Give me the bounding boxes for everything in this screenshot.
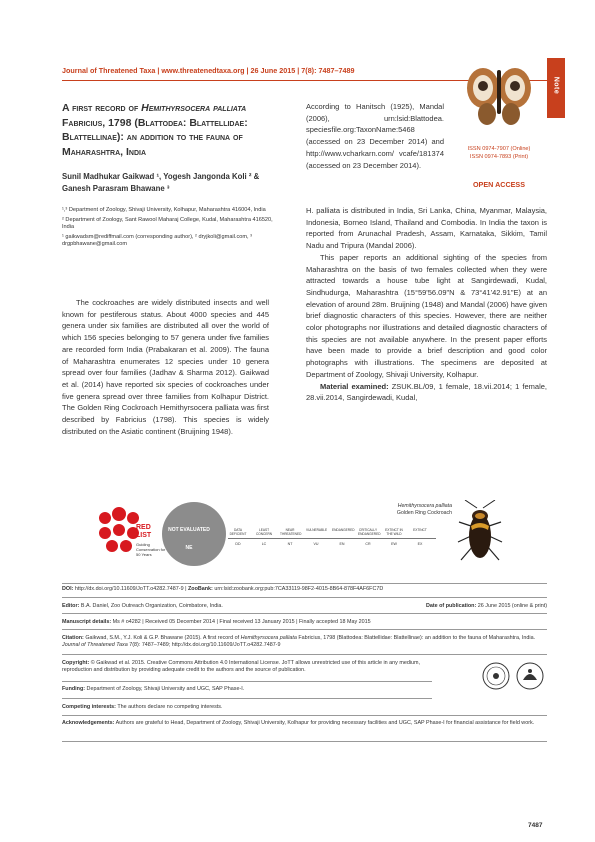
citation-part-2: Fabricius, 1798 (Blattodea: Blattellidae: Blattellinae): an addition to the fauna of Maharashtra, India. (296, 635, 536, 641)
figure-common-name: Golden Ring Cockroach (396, 509, 452, 516)
meta-rule-6 (62, 681, 432, 682)
redlist-caption: Guiding Conservation for 50 Years (136, 542, 166, 557)
distribution-paragraph: H. palliata is distributed in India, Sri Lanka, China, Myanmar, Malaysia, Indonesia, Borneo Island, Thailand and Combodia. In India the taxon is reported from Arunachal Pradesh, Assam, Karnataka, Sikkim, Tamil Nadu and Tripura (Mandal 2006). (306, 206, 547, 251)
editor-label: Editor: (62, 603, 80, 609)
doi-label: DOI: (62, 586, 74, 592)
figure-species: Hemithyrsocera palliata (397, 503, 452, 509)
meta-rule-3 (62, 613, 547, 614)
body-column-2 (306, 205, 547, 404)
citation-species: Hemithyrsocera palliata (240, 635, 297, 641)
title-part-1: A first record of (62, 102, 142, 114)
citation-part-3: 7(8): 7487–7489; http://dx.doi.org/10.11609/JoTT.o4282.7487-9 (127, 642, 281, 649)
author-list: Sunil Madhukar Gaikwad ¹, Yogesh Jangonda Koli ² & Ganesh Parasram Bhawane ³ (62, 172, 260, 193)
page-number: 7487 (528, 822, 543, 829)
category-lc-abbr: LC (261, 542, 267, 546)
competing-label: Competing interests: (62, 704, 116, 710)
category-ew: EXTINCT IN THE WILD (385, 528, 403, 536)
meta-rule-9 (62, 741, 547, 742)
material-paragraph (306, 381, 547, 404)
butterfly-logo-icon (467, 68, 531, 125)
redlist-word-list: LIST (136, 532, 152, 539)
citation-journal: Journal of Threatened Taxa (62, 642, 128, 649)
funding-value: Department of Zoology, Shivaji University and UGC, SAP Phase-I. (85, 686, 245, 692)
category-cr: CRITICALLY ENDANGERED (358, 528, 381, 536)
figure-caption (340, 503, 452, 516)
affiliation-1: ¹,³ Department of Zoology, Shivaji University, Kolhapur, Maharashtra 416004, India (62, 207, 266, 213)
editor-line (62, 603, 362, 610)
funding-line (62, 686, 432, 693)
category-dd-abbr: DD (235, 542, 241, 546)
competing-line (62, 704, 432, 711)
citation-label: Citation: (62, 635, 84, 641)
copyright-value: © Gaikwad et al. 2015. Creative Commons Attribution 4.0 International License. JoTT allows unrestricted use of this article in any medium, reproduction and distribution by providing adequate credit to the authors and the source of publication. (62, 660, 421, 674)
zoo-outreach-seal (482, 662, 510, 690)
ack-label: Acknowledgements: (62, 720, 115, 726)
redlist-category-scale (228, 528, 436, 550)
category-ex-abbr: EX (417, 542, 423, 546)
meta-rule-7 (62, 698, 432, 699)
editor-value: B.A. Daniel, Zoo Outreach Organization, Coimbatore, India. (79, 603, 223, 609)
manuscript-line (62, 619, 547, 626)
category-nt: NEAR THREATENED (280, 528, 302, 536)
category-lc: LEAST CONCERN (255, 528, 273, 536)
doi-line: DOI: http://dx.doi.org/10.11609/JoTT.o4282.7487-9 | ZooBank: urn:lsid:zoobank.org:pub:7CA33119-98F2-4015-8B64-878F4AF6FC7D (62, 586, 384, 592)
title-species: Hemithyrsocera palliata (141, 102, 247, 114)
zoobank-label: ZooBank: (187, 586, 213, 592)
category-dd: DATA DEFICIENT (229, 528, 247, 536)
copyright-label: Copyright: (62, 660, 90, 666)
category-ex: EXTINCT (413, 528, 427, 532)
pubdate-label: Date of publication: (425, 603, 477, 609)
zoobank-id: urn:lsid:zoobank.org:pub:7CA33119-98F2-4015-8B64-878F4AF6FC7D (212, 586, 384, 592)
title-part-2: Fabricius, 1798 (Blattodea: Blattellidae: Blattellinae): an addition to the fauna of Maharashtra, India (62, 116, 248, 158)
journal-logo (450, 60, 548, 140)
category-vu-abbr: VU (313, 542, 319, 546)
funding-label: Funding: (62, 686, 86, 692)
category-ew-abbr: EW (391, 542, 397, 546)
manuscript-value: Ms # o4282 | Received 05 December 2014 | Final received 13 January 2015 | Finally accepted 18 May 2015 (111, 619, 371, 625)
status-label: NOT EVALUATED (168, 527, 210, 533)
material-label: Material examined: (320, 381, 389, 391)
meta-rule-8 (62, 715, 547, 716)
status-circle (160, 500, 228, 568)
pubdate-value: 26 June 2015 (online & print) (476, 603, 547, 609)
category-nt-abbr: NT (287, 542, 293, 546)
category-vu: VULNERABLE (306, 528, 328, 532)
article-title (62, 101, 267, 159)
ack-value: Authors are grateful to Head, Department of Zoology, Shivaji University, Kolhapur for providing necessary facilities and UGC, SAP Phase-I for financial assistance for field work. (114, 720, 535, 726)
meta-rule-top (62, 583, 547, 584)
meta-rule-2 (62, 597, 547, 598)
material-text: ZSUK.BL/09, 1 female, 18.vii.2014; 1 female, 28.vii.2014, Sangirdewadi, Kudal, (306, 381, 547, 403)
copyright-block (62, 660, 432, 675)
university-seal (516, 662, 544, 690)
citation-part-1: Gaikwad, S.M., Y.J. Koli & G.P. Bhawane (2015). A first record of (83, 635, 241, 641)
body-column-1 (62, 297, 269, 437)
category-en-abbr: EN (339, 542, 345, 546)
issn-print: ISSN 0974-7893 (Print) (469, 154, 529, 160)
cockroach-image (455, 500, 505, 560)
category-cr-abbr: CR (365, 542, 371, 546)
citation-block (62, 635, 547, 650)
manuscript-label: Manuscript details: (62, 619, 112, 625)
competing-value: The authors declare no competing interests. (115, 704, 223, 710)
acknowledgements-block (62, 720, 547, 727)
affiliations (62, 207, 277, 251)
issn-block (450, 145, 548, 161)
doi-link[interactable]: http://dx.doi.org/10.11609/JoTT.o4282.7487-9 (73, 586, 184, 592)
author-emails: ¹ gaikwadsm@rediffmail.com (corresponding author), ² dryjkoli@gmail.com, ³ drgpbhawane@gmail.com (62, 233, 253, 247)
report-paragraph: This paper reports an additional sighting of the species from Maharashtra on the basis of two females collected when they were attracted towards a house tube light at Sangirdewadi, Kudal, Sindhudurga, Maharashtra (15°59'56.09"N & 73°41'42.91"E) at an elevation of around 28m. Bruijning (1948) and Mandal (2006) have given brief diagnostic characters of this species. However, there are neither color photographs nor illustrations and detailed diagnostic characters of this species are not available anywhere. In the present paper efforts have been made to provide a brief description and good color photographs with illustrations. The specimens are deposited at Department of Zoology, Shivaji University, Kolhapur. (306, 252, 547, 379)
scale-line (228, 538, 436, 539)
category-en: ENDANGERED (332, 528, 355, 532)
zoo-seal-icon (482, 662, 510, 690)
note-side-label: Note (552, 76, 560, 95)
redlist-dots-icon (99, 507, 139, 552)
journal-header: Journal of Threatened Taxa | www.threatenedtaxa.org | 26 June 2015 | 7(8): 7487–7489 (62, 66, 355, 75)
status-abbr: NE (185, 545, 193, 551)
university-seal-icon (516, 662, 544, 690)
body-column-2-top (306, 101, 444, 171)
references-paragraph: According to Hanitsch (1925), Mandal (2006), urn:lsid:Blattodea. speciesfile.org:TaxonName:5468 (accessed on 23 December 2014) and http://www.vcharkarn.com/ vcafe/181374 (accessed on 23 December 2014). (306, 102, 444, 170)
redlist-word-red: RED (136, 524, 151, 531)
pubdate-line (386, 603, 547, 610)
affiliation-2: ² Department of Zoology, Sant Rawool Maharaj College, Kudal, Maharashtra 416520, India (62, 216, 273, 230)
meta-rule-4 (62, 629, 547, 630)
meta-rule-5 (62, 654, 547, 655)
intro-paragraph: The cockroaches are widely distributed insects and well known for pestiferous status. About 4000 species and 445 genera under six families are distributed all over the world of which 156 species belonging to 57 genera under five families are recorded form India (Prabakaran et al. 2009). The fauna of Maharashtra enumerates 12 species under 10 genera spread over four families (Jadhav & Sharma 2012). Gaikwad et al. (2014) have reported six species of cockroaches under five genera spread over three families from Kolhapur District. The Golden Ring Cockroach Hemithyrsocera palliata was first described by Fabricius (1798). This species is widely distributed on the Asiatic continent (Bruijning 1948). (62, 298, 269, 436)
issn-online: ISSN 0974-7907 (Online) (467, 146, 531, 152)
cockroach-icon (458, 500, 502, 560)
redlist-wordmark (136, 524, 151, 540)
open-access-label: OPEN ACCESS (472, 180, 526, 189)
